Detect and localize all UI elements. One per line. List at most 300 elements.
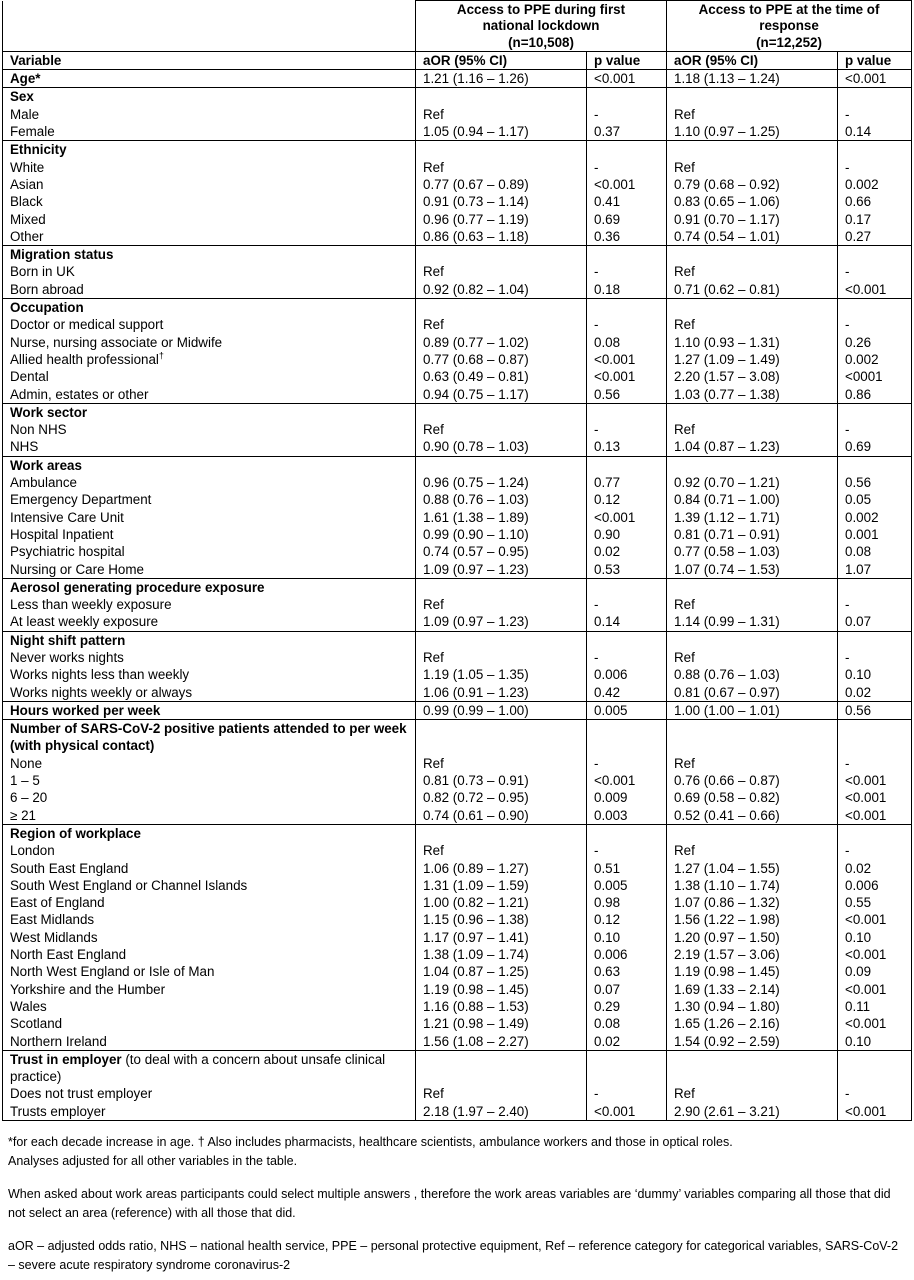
cell-aor2: Ref xyxy=(667,263,838,280)
cell-p2: 0.002 xyxy=(838,176,912,193)
cell-p1: - xyxy=(587,159,667,176)
group-title-row xyxy=(3,456,912,474)
cell-aor1: Ref xyxy=(416,1085,587,1102)
group-title-row xyxy=(3,1050,912,1085)
col-aor2: aOR (95% CI) xyxy=(667,51,838,69)
row-label-cell xyxy=(3,421,416,438)
row-label-cell xyxy=(3,474,416,491)
table-row xyxy=(3,561,912,579)
cell-p2: - xyxy=(838,596,912,613)
table-row xyxy=(3,1015,912,1032)
cell-p2 xyxy=(838,141,912,159)
group-title: Night shift pattern xyxy=(10,632,126,648)
cell-p2 xyxy=(838,299,912,317)
cell-p2: 0.001 xyxy=(838,526,912,543)
cell-aor1 xyxy=(416,824,587,842)
column-header-row xyxy=(3,51,912,69)
row-label-cell xyxy=(3,106,416,123)
cell-p1 xyxy=(587,578,667,596)
cell-p1: 0.36 xyxy=(587,228,667,246)
cell-aor2 xyxy=(667,631,838,649)
cell-p1: 0.77 xyxy=(587,474,667,491)
row-label: Does not trust employer xyxy=(10,1086,153,1102)
table-row xyxy=(3,263,912,280)
cell-aor1: 1.17 (0.97 – 1.41) xyxy=(416,929,587,946)
group-title-cell xyxy=(3,631,416,649)
cell-p2: 0.10 xyxy=(838,1033,912,1051)
row-label-cell xyxy=(3,1103,416,1121)
group-title-cell xyxy=(3,70,416,88)
group-title-cell xyxy=(3,824,416,842)
cell-aor2: 1.18 (1.13 – 1.24) xyxy=(667,70,838,88)
cell-p1: 0.51 xyxy=(587,860,667,877)
cell-aor1: Ref xyxy=(416,755,587,772)
cell-aor1: 1.09 (0.97 – 1.23) xyxy=(416,613,587,631)
cell-p2 xyxy=(838,578,912,596)
footnote-abbreviations: aOR – adjusted odds ratio, NHS – national health service, PPE – personal protective equipment, Ref – reference category for categorical variables, SARS-CoV-2 – severe acute respiratory syndrome coronavirus-2 xyxy=(8,1239,899,1272)
cell-p2: <0.001 xyxy=(838,807,912,825)
group-title: Number of SARS-CoV-2 positive patients attended to per week (with physical contact) xyxy=(10,721,407,754)
cell-p1: 0.005 xyxy=(587,877,667,894)
cell-aor1: Ref xyxy=(416,842,587,859)
group-title: Work sector xyxy=(10,404,88,420)
cell-p1: - xyxy=(587,1085,667,1102)
cell-aor2: 1.38 (1.10 – 1.74) xyxy=(667,877,838,894)
cell-aor2: 2.19 (1.57 – 3.06) xyxy=(667,946,838,963)
row-label-cell xyxy=(3,596,416,613)
table-row xyxy=(3,772,912,789)
cell-aor2: 0.52 (0.41 – 0.66) xyxy=(667,807,838,825)
row-label: Never works nights xyxy=(10,649,124,665)
cell-p2: 0.002 xyxy=(838,351,912,368)
row-label-cell xyxy=(3,316,416,333)
row-label-cell xyxy=(3,998,416,1015)
cell-aor1: 1.21 (1.16 – 1.26) xyxy=(416,70,587,88)
row-label: Emergency Department xyxy=(10,492,152,508)
cell-p1: 0.08 xyxy=(587,334,667,351)
cell-p2: 0.27 xyxy=(838,228,912,246)
footnotes xyxy=(8,1133,908,1275)
cell-aor2: 1.39 (1.12 – 1.71) xyxy=(667,509,838,526)
cell-p1: 0.98 xyxy=(587,894,667,911)
cell-p1: <0.001 xyxy=(587,176,667,193)
group-title: Trust in employer xyxy=(10,1051,122,1067)
cell-aor2: 1.03 (0.77 – 1.38) xyxy=(667,386,838,404)
row-label: Nurse, nursing associate or Midwife xyxy=(10,334,223,350)
cell-aor2: 1.04 (0.87 – 1.23) xyxy=(667,438,838,456)
cell-aor1: 0.81 (0.73 – 0.91) xyxy=(416,772,587,789)
table-row xyxy=(3,334,912,351)
group-title-row xyxy=(3,578,912,596)
table-row xyxy=(3,526,912,543)
cell-p1 xyxy=(587,824,667,842)
footnote-age: *for each decade increase in age. † Also includes pharmacists, healthcare scientists, ambulance workers and those in optical roles. xyxy=(8,1135,733,1149)
table-row xyxy=(3,860,912,877)
row-label: 6 – 20 xyxy=(10,790,48,806)
cell-p2: - xyxy=(838,649,912,666)
group-title-cell xyxy=(3,403,416,421)
cell-aor2: 0.91 (0.70 – 1.17) xyxy=(667,211,838,228)
row-label-cell xyxy=(3,509,416,526)
row-label: North West England or Isle of Man xyxy=(10,964,215,980)
cell-p1: 0.69 xyxy=(587,211,667,228)
row-label-cell xyxy=(3,561,416,579)
cell-p1: - xyxy=(587,649,667,666)
cell-aor1: 1.19 (0.98 – 1.45) xyxy=(416,981,587,998)
table-row xyxy=(3,613,912,631)
cell-p2: 0.002 xyxy=(838,509,912,526)
cell-p2: - xyxy=(838,316,912,333)
cell-p2: 0.08 xyxy=(838,543,912,560)
cell-p2: - xyxy=(838,263,912,280)
cell-aor1: 0.63 (0.49 – 0.81) xyxy=(416,368,587,385)
col-p1: p value xyxy=(587,51,667,69)
cell-p1: 0.005 xyxy=(587,701,667,719)
cell-aor1 xyxy=(416,456,587,474)
row-label-cell xyxy=(3,684,416,702)
table-row xyxy=(3,596,912,613)
table-row xyxy=(3,176,912,193)
row-label-cell xyxy=(3,193,416,210)
cell-p1: <0.001 xyxy=(587,368,667,385)
row-label-cell xyxy=(3,981,416,998)
row-label-cell xyxy=(3,526,416,543)
cell-p1: 0.07 xyxy=(587,981,667,998)
cell-aor2: 2.20 (1.57 – 3.08) xyxy=(667,368,838,385)
row-label: Admin, estates or other xyxy=(10,386,149,402)
cell-p2: - xyxy=(838,1085,912,1102)
cell-p1: <0.001 xyxy=(587,351,667,368)
table-row xyxy=(3,543,912,560)
cell-aor2: Ref xyxy=(667,1085,838,1102)
cell-p1: - xyxy=(587,755,667,772)
cell-aor2: Ref xyxy=(667,755,838,772)
cell-aor2 xyxy=(667,824,838,842)
table-row xyxy=(3,842,912,859)
cell-p1: 0.02 xyxy=(587,1033,667,1051)
cell-aor1: Ref xyxy=(416,263,587,280)
cell-p2: 0.69 xyxy=(838,438,912,456)
group-title: Migration status xyxy=(10,247,114,263)
row-label: Doctor or medical support xyxy=(10,317,164,333)
cell-p1 xyxy=(587,246,667,264)
row-label-cell xyxy=(3,281,416,299)
cell-aor2: 0.74 (0.54 – 1.01) xyxy=(667,228,838,246)
cell-aor2: 0.88 (0.76 – 1.03) xyxy=(667,666,838,683)
cell-p1: 0.18 xyxy=(587,281,667,299)
row-label: North East England xyxy=(10,947,127,963)
table-row xyxy=(3,807,912,825)
row-label: East of England xyxy=(10,895,105,911)
cell-aor2 xyxy=(667,246,838,264)
cell-aor1: 0.96 (0.77 – 1.19) xyxy=(416,211,587,228)
row-label-cell xyxy=(3,228,416,246)
cell-aor2 xyxy=(667,456,838,474)
cell-p2: <0.001 xyxy=(838,946,912,963)
cell-aor1: 1.05 (0.94 – 1.17) xyxy=(416,123,587,141)
cell-aor1: 1.16 (0.88 – 1.53) xyxy=(416,998,587,1015)
row-label: Scotland xyxy=(10,1016,63,1032)
cell-aor1 xyxy=(416,299,587,317)
cell-p2 xyxy=(838,824,912,842)
cell-p2: 0.09 xyxy=(838,963,912,980)
cell-aor2: 0.79 (0.68 – 0.92) xyxy=(667,176,838,193)
table-row xyxy=(3,123,912,141)
row-label-cell xyxy=(3,666,416,683)
cell-aor2: 1.54 (0.92 – 2.59) xyxy=(667,1033,838,1051)
row-label-cell xyxy=(3,613,416,631)
row-label: Wales xyxy=(10,998,47,1014)
table-row xyxy=(3,106,912,123)
col-variable: Variable xyxy=(3,51,416,69)
cell-p2: 1.07 xyxy=(838,561,912,579)
row-label: Nursing or Care Home xyxy=(10,561,144,577)
cell-p2 xyxy=(838,403,912,421)
group-title: Hours worked per week xyxy=(10,702,161,718)
cell-p1: 0.12 xyxy=(587,911,667,928)
header-blank-cell xyxy=(3,1,416,52)
row-label-cell xyxy=(3,438,416,456)
row-label: Works nights less than weekly xyxy=(10,667,190,683)
row-label: ≥ 21 xyxy=(10,807,36,823)
results-table xyxy=(2,0,912,1121)
group-title-cell xyxy=(3,299,416,317)
cell-aor2: 1.10 (0.97 – 1.25) xyxy=(667,123,838,141)
table-row xyxy=(3,946,912,963)
group1-n: (n=10,508) xyxy=(508,34,574,50)
row-label-cell xyxy=(3,963,416,980)
table-row xyxy=(3,316,912,333)
cell-aor2: 1.27 (1.09 – 1.49) xyxy=(667,351,838,368)
cell-aor1: 0.99 (0.90 – 1.10) xyxy=(416,526,587,543)
cell-p2: - xyxy=(838,159,912,176)
cell-aor1: Ref xyxy=(416,596,587,613)
cell-p2: 0.56 xyxy=(838,474,912,491)
cell-aor1: Ref xyxy=(416,106,587,123)
row-label: Non NHS xyxy=(10,422,67,438)
cell-p2 xyxy=(838,720,912,755)
cell-aor2: 1.27 (1.04 – 1.55) xyxy=(667,860,838,877)
cell-aor1: Ref xyxy=(416,316,587,333)
group2-header xyxy=(667,1,912,52)
cell-aor1: 0.74 (0.57 – 0.95) xyxy=(416,543,587,560)
group1-title: Access to PPE during first national lockdown xyxy=(456,2,626,34)
cell-aor1 xyxy=(416,720,587,755)
table-row xyxy=(3,1103,912,1121)
cell-p1: 0.41 xyxy=(587,193,667,210)
cell-aor2: 1.20 (0.97 – 1.50) xyxy=(667,929,838,946)
row-label-cell xyxy=(3,263,416,280)
cell-aor2: Ref xyxy=(667,316,838,333)
group-title-cell xyxy=(3,246,416,264)
group2-title: Access to PPE at the time of response xyxy=(698,2,880,34)
cell-aor2 xyxy=(667,578,838,596)
cell-aor1: 2.18 (1.97 – 2.40) xyxy=(416,1103,587,1121)
cell-p2: - xyxy=(838,842,912,859)
group-title-cell xyxy=(3,1050,416,1085)
cell-p2 xyxy=(838,1050,912,1085)
cell-p2 xyxy=(838,456,912,474)
table-row xyxy=(3,666,912,683)
table-row xyxy=(3,911,912,928)
row-label-cell xyxy=(3,1033,416,1051)
cell-aor1: 0.86 (0.63 – 1.18) xyxy=(416,228,587,246)
cell-aor1: 1.06 (0.91 – 1.23) xyxy=(416,684,587,702)
table-row xyxy=(3,981,912,998)
cell-aor1: 1.15 (0.96 – 1.38) xyxy=(416,911,587,928)
cell-aor1: Ref xyxy=(416,159,587,176)
cell-aor1: 1.61 (1.38 – 1.89) xyxy=(416,509,587,526)
cell-p2: - xyxy=(838,755,912,772)
row-label-cell xyxy=(3,842,416,859)
table-row xyxy=(3,998,912,1015)
cell-p2: 0.10 xyxy=(838,929,912,946)
cell-p1: - xyxy=(587,842,667,859)
cell-aor2: 0.76 (0.66 – 0.87) xyxy=(667,772,838,789)
row-label-cell xyxy=(3,176,416,193)
cell-p2: 0.05 xyxy=(838,491,912,508)
cell-p2: <0.001 xyxy=(838,911,912,928)
cell-aor1 xyxy=(416,246,587,264)
cell-p2: <0.001 xyxy=(838,1015,912,1032)
cell-aor2: 1.10 (0.93 – 1.31) xyxy=(667,334,838,351)
cell-aor2: Ref xyxy=(667,842,838,859)
cell-p2: 0.11 xyxy=(838,998,912,1015)
cell-aor1: 1.21 (0.98 – 1.49) xyxy=(416,1015,587,1032)
row-label: Black xyxy=(10,194,43,210)
cell-p1: 0.13 xyxy=(587,438,667,456)
table-row xyxy=(3,1033,912,1051)
cell-p2: - xyxy=(838,106,912,123)
cell-p1 xyxy=(587,403,667,421)
group-title: Age* xyxy=(10,71,41,87)
row-label: NHS xyxy=(10,439,39,455)
cell-aor2: 1.56 (1.22 – 1.98) xyxy=(667,911,838,928)
table-row xyxy=(3,281,912,299)
cell-p1: 0.90 xyxy=(587,526,667,543)
cell-p1: 0.37 xyxy=(587,123,667,141)
cell-aor2: Ref xyxy=(667,649,838,666)
row-label: Other xyxy=(10,228,44,244)
row-label: London xyxy=(10,843,55,859)
group-header-row xyxy=(3,1,912,52)
cell-p2: - xyxy=(838,421,912,438)
row-label: Intensive Care Unit xyxy=(10,509,124,525)
row-label: Hospital Inpatient xyxy=(10,526,114,542)
table-row xyxy=(3,1085,912,1102)
cell-aor1 xyxy=(416,88,587,106)
cell-p1: - xyxy=(587,596,667,613)
cell-aor1: 0.94 (0.75 – 1.17) xyxy=(416,386,587,404)
table-row xyxy=(3,649,912,666)
cell-aor1: 0.74 (0.61 – 0.90) xyxy=(416,807,587,825)
cell-aor2: 1.65 (1.26 – 2.16) xyxy=(667,1015,838,1032)
cell-aor1 xyxy=(416,631,587,649)
cell-p1 xyxy=(587,1050,667,1085)
cell-aor2: 2.90 (2.61 – 3.21) xyxy=(667,1103,838,1121)
row-label-cell xyxy=(3,334,416,351)
cell-p1: <0.001 xyxy=(587,70,667,88)
cell-p2 xyxy=(838,631,912,649)
cell-p1 xyxy=(587,88,667,106)
table-row xyxy=(3,894,912,911)
row-label-cell xyxy=(3,491,416,508)
cell-p2: 0.14 xyxy=(838,123,912,141)
table-row xyxy=(3,509,912,526)
group-title: Occupation xyxy=(10,300,84,316)
table-row xyxy=(3,193,912,210)
cell-p2: 0.07 xyxy=(838,613,912,631)
row-label-footnote-mark: † xyxy=(158,350,164,361)
group-title-row xyxy=(3,141,912,159)
cell-aor2: 0.92 (0.70 – 1.21) xyxy=(667,474,838,491)
cell-p2 xyxy=(838,246,912,264)
row-label: Trusts employer xyxy=(10,1103,106,1119)
cell-aor1: 0.77 (0.67 – 0.89) xyxy=(416,176,587,193)
table-row xyxy=(3,755,912,772)
cell-aor1: 0.92 (0.82 – 1.04) xyxy=(416,281,587,299)
cell-aor2: 1.30 (0.94 – 1.80) xyxy=(667,998,838,1015)
cell-aor1: 1.38 (1.09 – 1.74) xyxy=(416,946,587,963)
cell-aor2: 0.77 (0.58 – 1.03) xyxy=(667,543,838,560)
cell-p1 xyxy=(587,631,667,649)
cell-p1 xyxy=(587,456,667,474)
row-label: Allied health professional xyxy=(10,351,159,367)
row-label: Yorkshire and the Humber xyxy=(10,981,166,997)
group2-n: (n=12,252) xyxy=(756,34,822,50)
group-title-cell xyxy=(3,578,416,596)
cell-aor2: 1.14 (0.99 – 1.31) xyxy=(667,613,838,631)
cell-p1: - xyxy=(587,316,667,333)
col-p2: p value xyxy=(838,51,912,69)
table-row xyxy=(3,474,912,491)
row-label-cell xyxy=(3,543,416,560)
cell-p1: 0.12 xyxy=(587,491,667,508)
row-label: Asian xyxy=(10,176,44,192)
row-label: Ambulance xyxy=(10,475,77,491)
row-label-cell xyxy=(3,755,416,772)
group-title-row xyxy=(3,631,912,649)
row-label: South West England or Channel Islands xyxy=(10,877,248,893)
group-title: Region of workplace xyxy=(10,825,141,841)
cell-aor2: 1.69 (1.33 – 2.14) xyxy=(667,981,838,998)
group1-header xyxy=(416,1,667,52)
row-label: 1 – 5 xyxy=(10,773,40,789)
cell-aor2: 1.07 (0.86 – 1.32) xyxy=(667,894,838,911)
cell-p1: 0.003 xyxy=(587,807,667,825)
cell-p1: 0.42 xyxy=(587,684,667,702)
cell-aor1: 1.31 (1.09 – 1.59) xyxy=(416,877,587,894)
cell-aor1: 0.77 (0.68 – 0.87) xyxy=(416,351,587,368)
cell-p2: 0.17 xyxy=(838,211,912,228)
cell-aor1: 0.88 (0.76 – 1.03) xyxy=(416,491,587,508)
cell-p1: 0.10 xyxy=(587,929,667,946)
row-label: At least weekly exposure xyxy=(10,614,159,630)
cell-aor2 xyxy=(667,88,838,106)
group-title: Sex xyxy=(10,89,34,105)
row-label: Northern Ireland xyxy=(10,1033,107,1049)
cell-p1: 0.006 xyxy=(587,666,667,683)
cell-aor1: 1.06 (0.89 – 1.27) xyxy=(416,860,587,877)
cell-aor2 xyxy=(667,720,838,755)
group-title-suffix: (to deal with a concern about unsafe clinical practice) xyxy=(10,1051,386,1085)
row-label-cell xyxy=(3,211,416,228)
table-row xyxy=(3,491,912,508)
table-row xyxy=(3,228,912,246)
row-label: White xyxy=(10,159,45,175)
cell-aor2: Ref xyxy=(667,106,838,123)
cell-p2: 0.26 xyxy=(838,334,912,351)
